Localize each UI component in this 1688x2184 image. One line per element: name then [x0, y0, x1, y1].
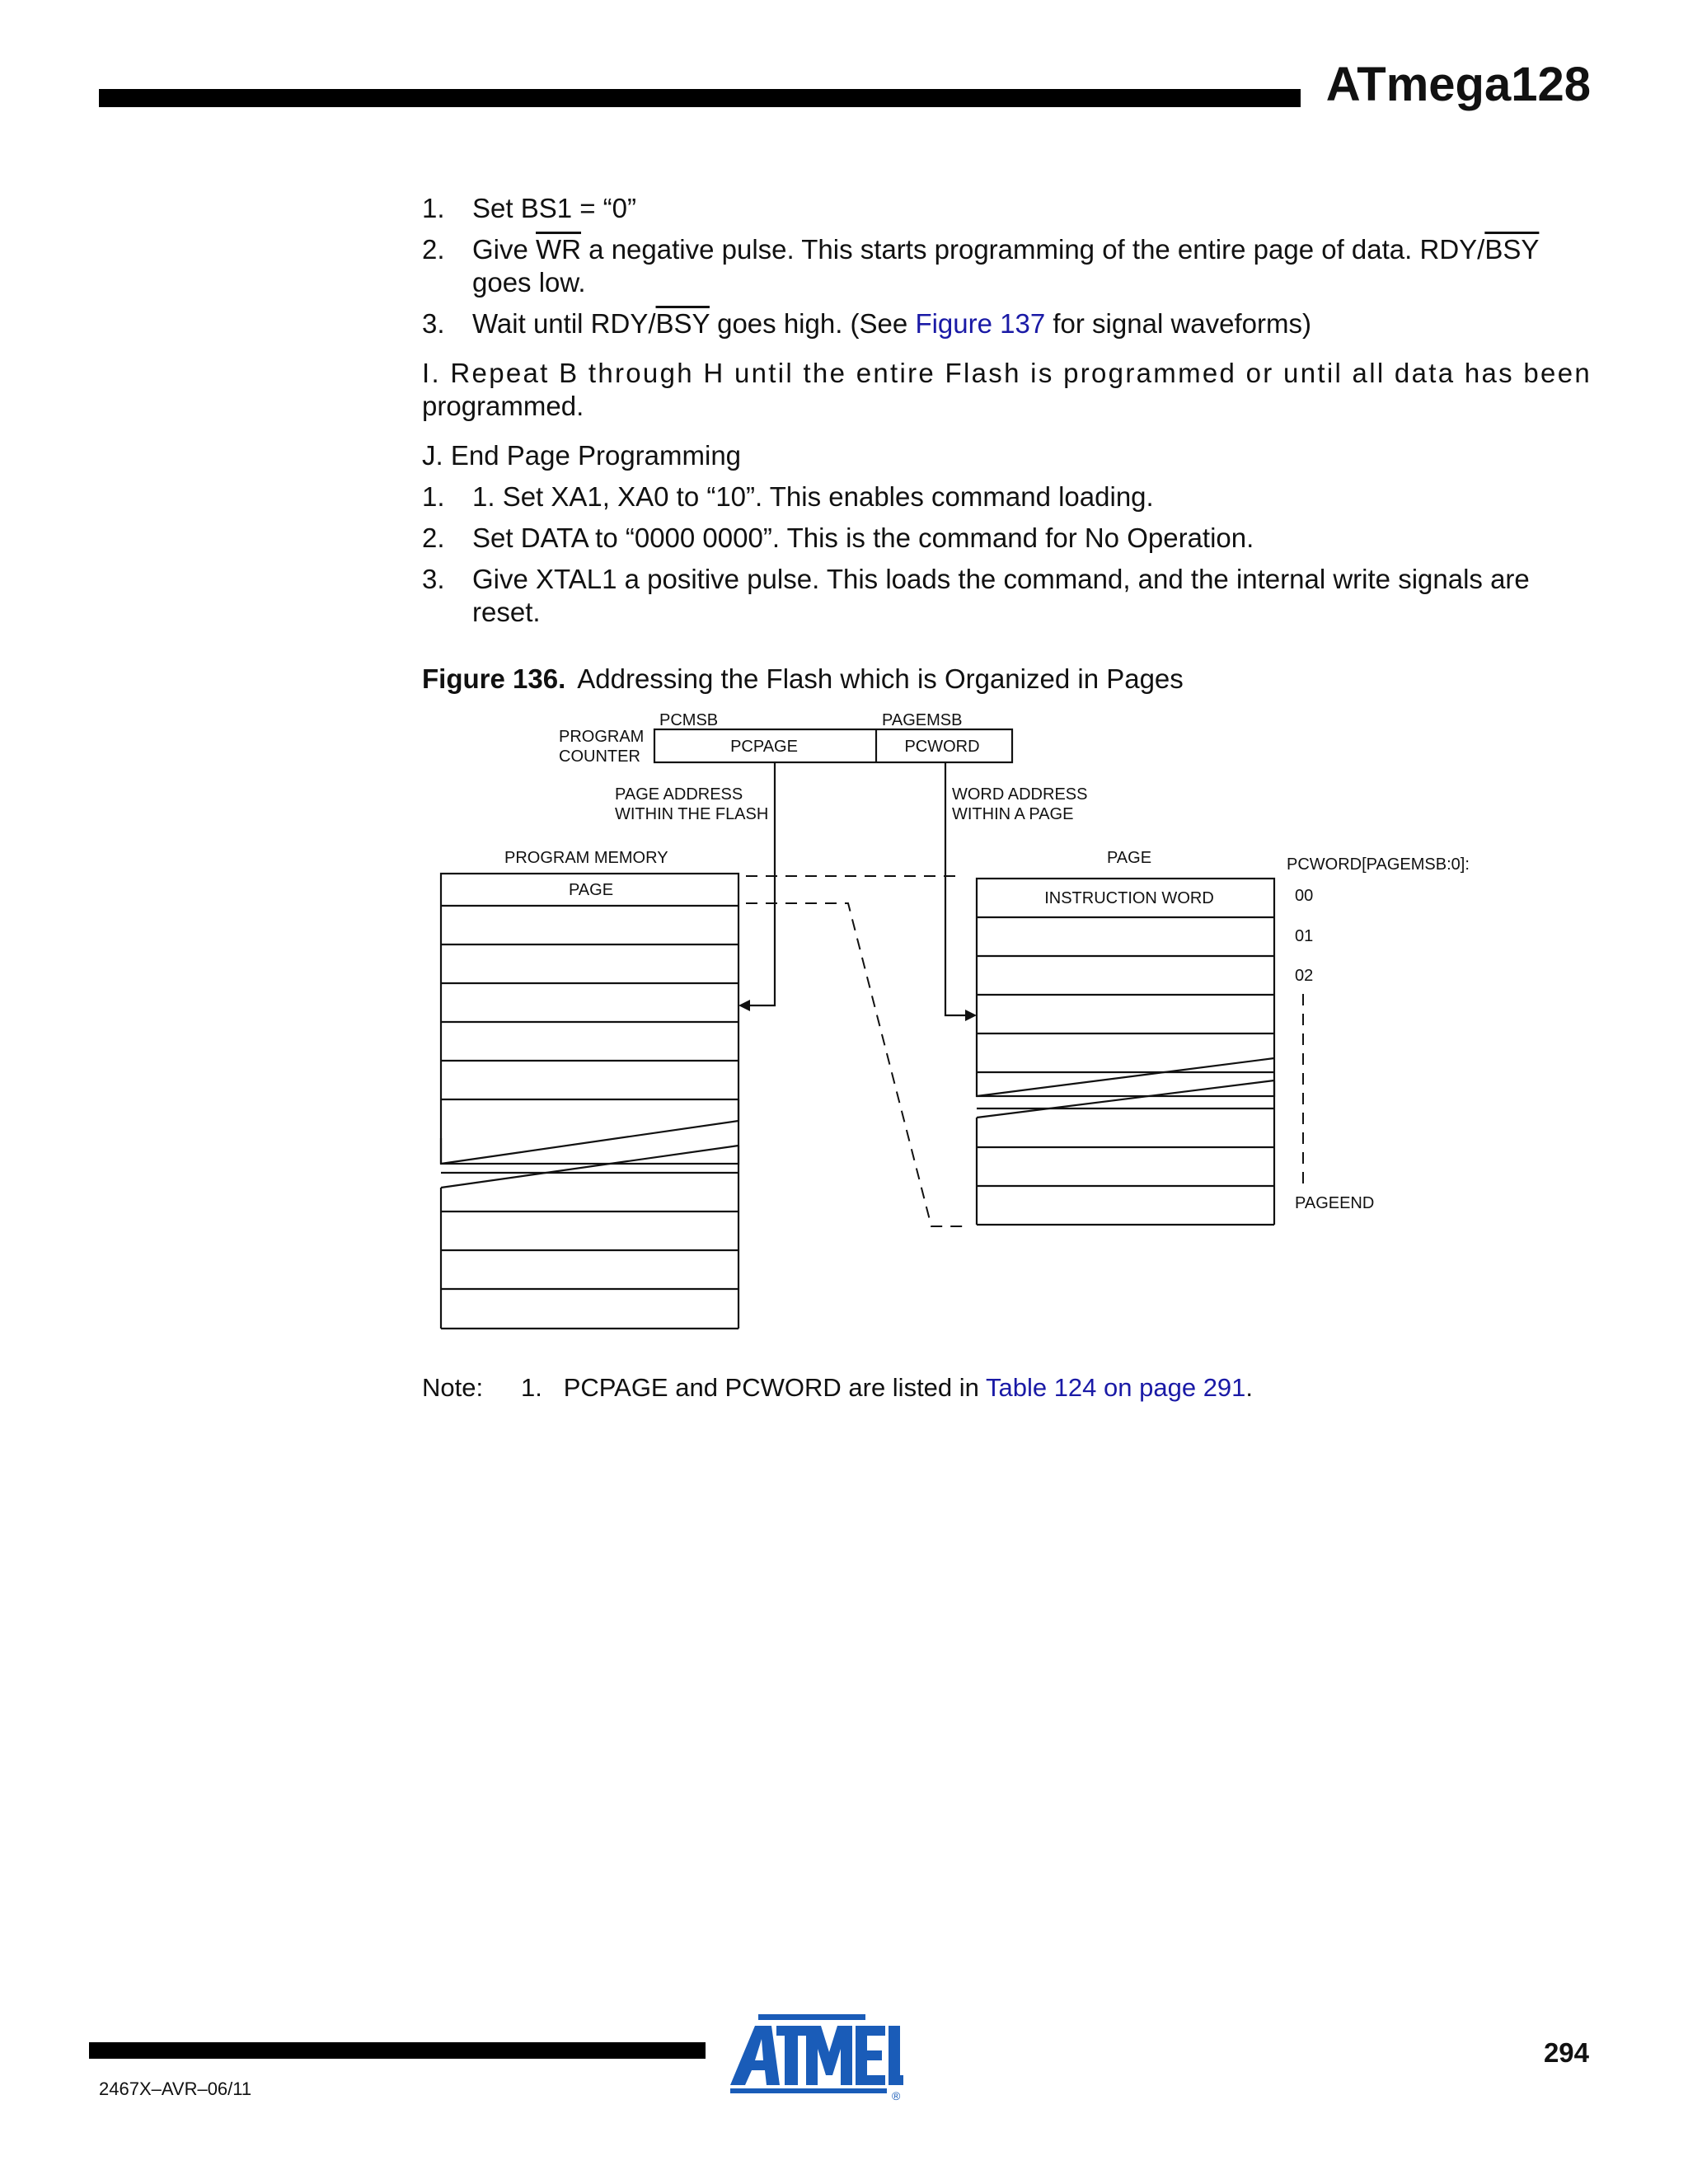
label-instruction-word: INSTRUCTION WORD — [1044, 889, 1214, 907]
figure-title: Addressing the Flash which is Organized in Pages — [577, 663, 1184, 694]
page-address-arrow — [743, 762, 775, 1005]
label-pageend: PAGEEND — [1295, 1194, 1375, 1212]
label-program-memory: PROGRAM MEMORY — [504, 849, 668, 867]
program-memory-top — [441, 874, 738, 1164]
document-code: 2467X–AVR–06/11 — [99, 2079, 252, 2099]
label-word-02: 02 — [1295, 967, 1314, 985]
arrowhead-right — [965, 1010, 977, 1021]
note — [422, 1373, 483, 1403]
label-pagemsb: PAGEMSB — [882, 711, 963, 729]
label-page-address-1: PAGE ADDRESS — [615, 785, 743, 804]
label-page-right: PAGE — [1106, 849, 1152, 867]
bsy-overline: $\overline{BSY}$ — [655, 308, 710, 339]
figure-label: Figure 136. — [422, 663, 566, 694]
label-page-left: PAGE — [568, 881, 614, 899]
label-pcmsb: PCMSB — [659, 711, 719, 729]
label-program: PROGRAM — [559, 728, 645, 746]
atmel-logo — [724, 2011, 905, 2102]
page-header-title: ATmega128 — [1325, 58, 1591, 111]
label-counter: COUNTER — [559, 748, 640, 766]
arrowhead-left — [738, 1000, 750, 1011]
label-word-01: 01 — [1295, 927, 1314, 945]
label-word-address-1: WORD ADDRESS — [952, 785, 1088, 804]
label-word-00: 00 — [1295, 887, 1314, 905]
registered-mark: ® — [892, 2089, 901, 2102]
footer-rule — [89, 2042, 706, 2059]
label-pcpage: PCPAGE — [730, 738, 798, 756]
wr-overline: $\overline{WR}$ — [536, 234, 582, 265]
note-item: 1. PCPAGE and PCWORD are listed in Table 124 on page 291. — [521, 1373, 1254, 1402]
label-pcword: PCWORD — [904, 738, 980, 756]
dashed-connector-bottom — [746, 903, 963, 1226]
bsy-overline: $\overline{BSY}$ — [1484, 234, 1540, 265]
label-page-address-2: WITHIN THE FLASH — [615, 805, 769, 823]
page-number: 294 — [1543, 2037, 1589, 2068]
table-124-link[interactable]: Table 124 on page 291 — [985, 1373, 1246, 1402]
figure-137-link[interactable]: Figure 137 — [915, 308, 1046, 339]
label-word-address-2: WITHIN A PAGE — [952, 805, 1074, 823]
note-label: Note: — [422, 1373, 484, 1402]
section-j-title: J. End Page Programming — [422, 440, 742, 471]
label-pcword-range: PCWORD[PAGEMSB:0]: — [1287, 855, 1470, 874]
